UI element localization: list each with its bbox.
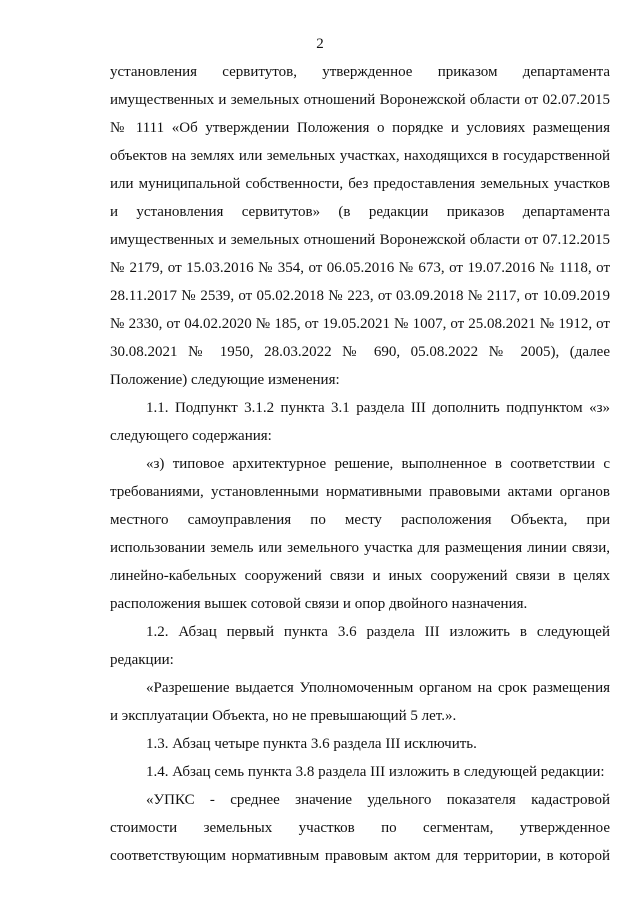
text-line: № 2330, от 04.02.2020 № 185, от 19.05.2021 № 1007, от 25.08.2021 № 1912, от bbox=[110, 316, 610, 332]
text-line: 30.08.2021 № 1950, 28.03.2022 № 690, 05.08.2022 № 2005), (далее bbox=[110, 344, 610, 360]
text-line: и эксплуатации Объекта, но не превышающий 5 лет.». bbox=[110, 708, 457, 724]
text-line: 1.4. Абзац семь пункта 3.8 раздела III изложить в следующей редакции: bbox=[146, 764, 605, 780]
text-line: объектов на землях или земельных участках, находящихся в государственной bbox=[110, 148, 610, 164]
text-line: имущественных и земельных отношений Воронежской области от 02.07.2015 bbox=[110, 92, 610, 108]
text-line: местного самоуправления по месту расположения Объекта, при bbox=[110, 512, 610, 528]
text-line: стоимости земельных участков по сегментам, утвержденное bbox=[110, 820, 610, 836]
text-line: 1.1. Подпункт 3.1.2 пункта 3.1 раздела III дополнить подпунктом «з» bbox=[146, 400, 610, 416]
text-line: № 1111 «Об утверждении Положения о порядке и условиях размещения bbox=[110, 120, 610, 136]
text-line: Положение) следующие изменения: bbox=[110, 372, 340, 388]
text-line: соответствующим нормативным правовым актом для территории, в которой bbox=[110, 848, 610, 864]
text-line: «УПКС - среднее значение удельного показателя кадастровой bbox=[146, 792, 610, 808]
text-line: установления сервитутов, утвержденное приказом департамента bbox=[110, 64, 610, 80]
text-line: следующего содержания: bbox=[110, 428, 272, 444]
text-line: «з) типовое архитектурное решение, выполненное в соответствии с bbox=[146, 456, 610, 472]
text-line: редакции: bbox=[110, 652, 174, 668]
text-line: 1.3. Абзац четыре пункта 3.6 раздела III исключить. bbox=[146, 736, 477, 752]
page-number: 2 bbox=[316, 36, 324, 52]
text-line: или муниципальной собственности, без предоставления земельных участков bbox=[110, 176, 610, 192]
text-line: расположения вышек сотовой связи и опор двойного назначения. bbox=[110, 596, 528, 612]
text-line: и установления сервитутов» (в редакции приказов департамента bbox=[110, 204, 610, 220]
text-line: имущественных и земельных отношений Воронежской области от 07.12.2015 bbox=[110, 232, 610, 248]
text-line: 28.11.2017 № 2539, от 05.02.2018 № 223, от 03.09.2018 № 2117, от 10.09.2019 bbox=[110, 288, 610, 304]
text-line: № 2179, от 15.03.2016 № 354, от 06.05.2016 № 673, от 19.07.2016 № 1118, от bbox=[110, 260, 610, 276]
text-line: требованиями, установленными нормативными правовыми актами органов bbox=[110, 484, 610, 500]
text-line: 1.2. Абзац первый пункта 3.6 раздела III изложить в следующей bbox=[146, 624, 610, 640]
text-line: «Разрешение выдается Уполномоченным органом на срок размещения bbox=[146, 680, 610, 696]
text-line: использовании земель или земельного участка для размещения линии связи, bbox=[110, 540, 610, 556]
text-line: линейно-кабельных сооружений связи и иных сооружений связи в целях bbox=[110, 568, 610, 584]
